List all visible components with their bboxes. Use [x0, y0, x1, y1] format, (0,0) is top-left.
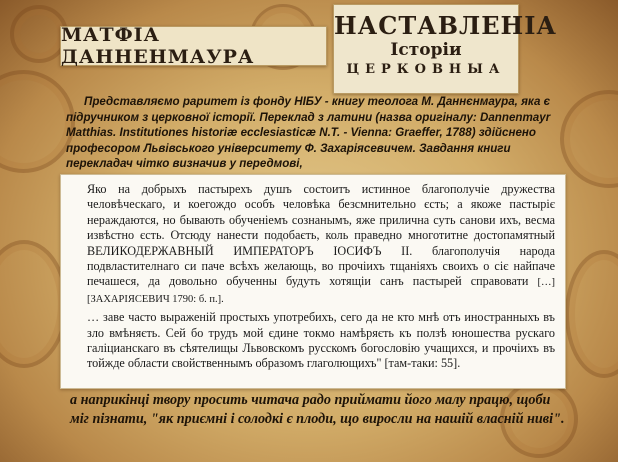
- book-title-line-2: Історіи: [390, 40, 462, 60]
- excerpt-citation-1: […] [ЗАХАРІЯСЕВИЧ 1790: б. п.].: [87, 277, 556, 305]
- excerpt-citation-2: " [там-таки: 55].: [376, 356, 461, 371]
- book-title-line-3: ЦЕРКОВНЫА: [346, 62, 506, 77]
- book-title-line-1: НАСТАВЛЕНІА: [334, 11, 557, 40]
- intro-text: Представляємо раритет із фонду НІБУ - книгу теолога М. Даннєнмаура, яка є підручником з церковної історії. Переклад з латини (назва оригіналу: Dannenmayr Matthias. Institutiones historiæ ecclesiasticæ N.T. - Vienna: Graeffer, 1788) здійснено професором Львівського університету Ф. Захаріясевичем. Завдання книги перекладач чітко визначив у передмові,: [66, 95, 551, 171]
- baroque-ornament: [0, 240, 68, 368]
- author-title-text: МАТФІА ДАННЕНМАУРА: [61, 24, 255, 68]
- excerpt-text-2: … заве часто выраженій простыхъ употребихъ, сего да не кто мнѣ отъ иностранныхъ въ зло вмѣняєть. Сей бо трудъ мой єдине токмо намѣряєть къ ползѣ юношества рускаго галіцианскаго въ сѣятелищы Львовскомъ русскомъ богословію учащихся, и прочіихъ въ тойжде области свойственнымъ образомъ глаголющихъ: [87, 310, 555, 371]
- excerpt-text-1: Яко на добрыхъ пастырехъ душъ состоитъ истинное благополучіе дружества человѣческаго, и коегождо особъ человѣка безсмнительно єсть; а якоже пастыріє нераждаются, но бывають обученіемъ сознанымъ, яже прилична суть санови ихъ, весма извѣстно єсть. Отсюду нанести подобаєть, коль праведно многотитне достопамятный ВЕЛИКОДЕРЖАВНЫЙ ИМПЕРАТОРЪ ІОСИФЪ II. благополучія народа подвластителнаго си паче всѣхъ желающь, во прочіихъ тщаніяхъ своихъ о сіє найпаче печашеся, да довольно обученны будуть хотящіи санъ пастырей справовати: [87, 182, 555, 289]
- book-title-fragment: [333, 4, 557, 94]
- baroque-ornament: [0, 70, 75, 173]
- excerpt-paragraph-1: [87, 182, 555, 307]
- excerpt-paragraph-2: [87, 310, 555, 372]
- closing-paragraph: а наприкінці твору просить читача радо приймати його малу працю, щоби міг пізнати, "як приємні і солодкі є плоди, що виросли на нашій власній ниві".: [70, 392, 565, 427]
- book-excerpt: [60, 174, 566, 389]
- intro-paragraph: [66, 94, 562, 172]
- author-title-fragment: [60, 26, 327, 66]
- baroque-ornament: [560, 90, 618, 188]
- baroque-ornament: [565, 250, 618, 378]
